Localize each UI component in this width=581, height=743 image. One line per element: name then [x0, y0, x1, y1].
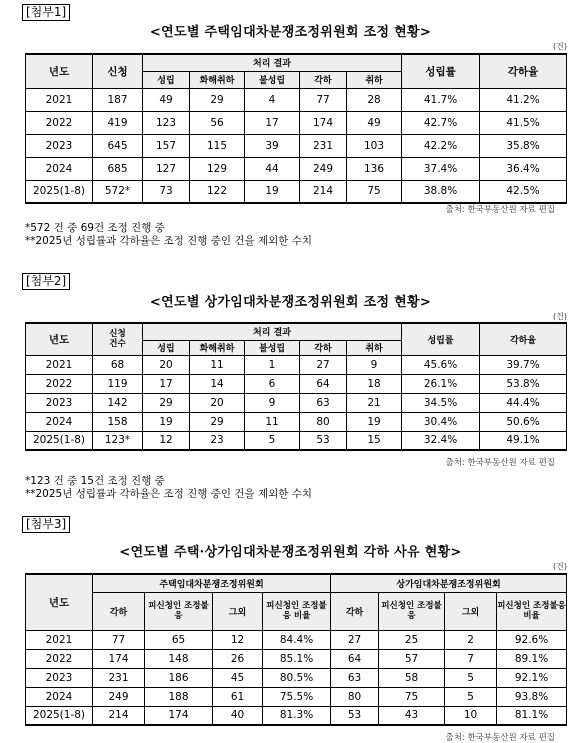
table-cell: 23 — [190, 431, 245, 450]
table3-title: <연도별 주택·상가임대차분쟁조정위원회 각하 사유 현황> — [119, 545, 462, 560]
row-year-cell: 2023 — [26, 393, 93, 412]
table-cell: 7 — [445, 649, 497, 668]
header-noncompliance: 피신청인 조정불응 — [379, 592, 445, 630]
table-cell: 119 — [93, 374, 143, 393]
table-row — [26, 111, 567, 134]
table-cell: 174 — [145, 706, 213, 725]
row-year-cell: 2024 — [26, 687, 93, 706]
table-cell: 63 — [331, 668, 379, 687]
table-cell: 93.8% — [497, 687, 567, 706]
table-cell: 26.1% — [402, 374, 480, 393]
header-noncompliance-rate: 피신청인 조정불응 비율 — [497, 592, 567, 630]
table2-note1: *123 건 중 15건 조정 진행 중 — [25, 475, 165, 487]
table2-note2: **2025년 성립률과 각하율은 조정 진행 중인 건을 제외한 수치 — [25, 488, 313, 500]
table-row — [26, 706, 567, 725]
table-cell: 39 — [245, 134, 300, 157]
table-cell: 115 — [190, 134, 245, 157]
table1-title: <연도별 주택임대차분쟁조정위원회 조정 현황> — [149, 25, 432, 40]
table-row — [26, 431, 567, 450]
header-settle-withdraw: 화해취하 — [190, 71, 245, 88]
row-year-cell: 2021 — [26, 88, 93, 111]
table-cell: 57 — [379, 649, 445, 668]
table-cell: 80 — [331, 687, 379, 706]
table1-note1: *572 건 중 69건 조정 진행 중 — [25, 222, 165, 234]
table-cell: 1 — [245, 355, 300, 374]
table1-source: 출처: 한국부동산원 자료 편집 — [445, 205, 555, 215]
table-cell: 645 — [93, 134, 143, 157]
row-year-cell: 2021 — [26, 355, 93, 374]
table-cell: 142 — [93, 393, 143, 412]
row-year-cell: 2024 — [26, 412, 93, 431]
table-row — [26, 393, 567, 412]
table-cell: 17 — [143, 374, 190, 393]
table-cell: 85.1% — [263, 649, 331, 668]
table-cell: 39.7% — [480, 355, 567, 374]
table-cell: 40 — [213, 706, 263, 725]
header-result: 처리 결과 — [143, 54, 402, 71]
table-cell: 2 — [445, 630, 497, 649]
header-apply: 신청 — [93, 54, 143, 88]
table-row — [26, 134, 567, 157]
header-success: 성립 — [143, 71, 190, 88]
table-cell: 32.4% — [402, 431, 480, 450]
header-withdraw: 취하 — [347, 340, 402, 355]
header-year: 년도 — [26, 323, 93, 355]
table-cell: 81.1% — [497, 706, 567, 725]
table1-note2: **2025년 성립률과 각하율은 조정 진행 중인 건을 제외한 수치 — [25, 235, 313, 247]
header-apply-line1: 신청 — [109, 329, 126, 340]
header-success-rate: 성립률 — [402, 323, 480, 355]
table-cell: 27 — [331, 630, 379, 649]
table-cell: 20 — [143, 355, 190, 374]
table-cell: 419 — [93, 111, 143, 134]
table-cell: 6 — [245, 374, 300, 393]
header-result: 처리 결과 — [143, 323, 402, 340]
table-cell: 26 — [213, 649, 263, 668]
table-cell: 84.4% — [263, 630, 331, 649]
header-reject: 각하 — [93, 592, 145, 630]
table-cell: 25 — [379, 630, 445, 649]
table-cell: 10 — [445, 706, 497, 725]
table-cell: 37.4% — [402, 157, 480, 180]
table-cell: 20 — [190, 393, 245, 412]
table-cell: 5 — [445, 687, 497, 706]
table-row — [26, 668, 567, 687]
table-cell: 68 — [93, 355, 143, 374]
table-cell: 5 — [445, 668, 497, 687]
header-noncompliance-rate: 피신청인 조정불응 비율 — [263, 592, 331, 630]
table-cell: 73 — [143, 180, 190, 203]
table-cell: 127 — [143, 157, 190, 180]
header-fail: 불성립 — [245, 71, 300, 88]
table-cell: 174 — [300, 111, 347, 134]
table-cell: 41.5% — [480, 111, 567, 134]
housing-mediation-table — [25, 53, 567, 204]
table-cell: 29 — [190, 88, 245, 111]
table-cell: 103 — [347, 134, 402, 157]
table-cell: 249 — [300, 157, 347, 180]
reject-reason-table — [25, 573, 567, 726]
table-cell: 9 — [245, 393, 300, 412]
header-reject-rate: 각하율 — [480, 323, 567, 355]
row-year-cell: 2025(1-8) — [26, 706, 93, 725]
table-cell: 63 — [300, 393, 347, 412]
header-reject-rate: 각하율 — [480, 54, 567, 88]
table-cell: 231 — [93, 668, 145, 687]
table-cell: 75.5% — [263, 687, 331, 706]
table2-unit: (건) — [553, 312, 567, 321]
table-cell: 75 — [347, 180, 402, 203]
table-row — [26, 374, 567, 393]
table-cell: 187 — [93, 88, 143, 111]
row-year-cell: 2023 — [26, 668, 93, 687]
header-year: 년도 — [26, 574, 93, 630]
table-cell: 49 — [143, 88, 190, 111]
table-cell: 19 — [245, 180, 300, 203]
row-year-cell: 2025(1-8) — [26, 431, 93, 450]
table-cell: 11 — [190, 355, 245, 374]
table-cell: 30.4% — [402, 412, 480, 431]
table-cell: 34.5% — [402, 393, 480, 412]
header-settle-withdraw: 화해취하 — [190, 340, 245, 355]
table-cell: 249 — [93, 687, 145, 706]
row-year-cell: 2022 — [26, 649, 93, 668]
table-cell: 89.1% — [497, 649, 567, 668]
table-cell: 44.4% — [480, 393, 567, 412]
table-cell: 188 — [145, 687, 213, 706]
header-other: 그외 — [213, 592, 263, 630]
table-cell: 9 — [347, 355, 402, 374]
table3-unit: (건) — [553, 562, 567, 571]
table-cell: 80.5% — [263, 668, 331, 687]
table-cell: 45.6% — [402, 355, 480, 374]
table-cell: 14 — [190, 374, 245, 393]
table-cell: 18 — [347, 374, 402, 393]
table-cell: 5 — [245, 431, 300, 450]
table-cell: 11 — [245, 412, 300, 431]
table-row — [26, 157, 567, 180]
table-cell: 77 — [93, 630, 145, 649]
table-row — [26, 355, 567, 374]
table-cell: 45 — [213, 668, 263, 687]
table-cell: 43 — [379, 706, 445, 725]
table-cell: 129 — [190, 157, 245, 180]
table-cell: 122 — [190, 180, 245, 203]
table-cell: 53 — [331, 706, 379, 725]
table1-unit: (건) — [553, 42, 567, 51]
table-cell: 56 — [190, 111, 245, 134]
table-cell: 42.7% — [402, 111, 480, 134]
table-row — [26, 649, 567, 668]
table-cell: 231 — [300, 134, 347, 157]
table-cell: 186 — [145, 668, 213, 687]
header-housing-committee: 주택임대차분쟁조정위원회 — [93, 574, 331, 592]
commercial-mediation-table — [25, 322, 567, 451]
header-commercial-committee: 상가임대차분쟁조정위원회 — [331, 574, 567, 592]
table-cell: 77 — [300, 88, 347, 111]
row-year-cell: 2021 — [26, 630, 93, 649]
table-cell: 75 — [379, 687, 445, 706]
table-cell: 42.2% — [402, 134, 480, 157]
table-cell: 123 — [143, 111, 190, 134]
table-cell: 29 — [143, 393, 190, 412]
table-cell: 685 — [93, 157, 143, 180]
table-cell: 61 — [213, 687, 263, 706]
table-cell: 214 — [300, 180, 347, 203]
table-row — [26, 180, 567, 203]
header-success-rate: 성립률 — [402, 54, 480, 88]
table-cell: 27 — [300, 355, 347, 374]
row-year-cell: 2022 — [26, 374, 93, 393]
header-apply-line2: 건수 — [109, 339, 126, 350]
header-apply-count — [93, 323, 143, 355]
table-cell: 174 — [93, 649, 145, 668]
table-cell: 53 — [300, 431, 347, 450]
table-cell: 58 — [379, 668, 445, 687]
table-cell: 19 — [347, 412, 402, 431]
table-cell: 21 — [347, 393, 402, 412]
table-cell: 136 — [347, 157, 402, 180]
header-fail: 불성립 — [245, 340, 300, 355]
table-cell: 19 — [143, 412, 190, 431]
table-cell: 572* — [93, 180, 143, 203]
row-year-cell: 2024 — [26, 157, 93, 180]
table3-source: 출처: 한국부동산원 자료 편집 — [445, 733, 555, 743]
row-year-cell: 2023 — [26, 134, 93, 157]
table-cell: 41.7% — [402, 88, 480, 111]
table-cell: 157 — [143, 134, 190, 157]
attachment-label-2: [첨부2] — [22, 273, 70, 290]
header-year: 년도 — [26, 54, 93, 88]
table-cell: 80 — [300, 412, 347, 431]
table-cell: 15 — [347, 431, 402, 450]
table-cell: 92.1% — [497, 668, 567, 687]
table2-title: <연도별 상가임대차분쟁조정위원회 조정 현황> — [149, 295, 432, 310]
table-cell: 4 — [245, 88, 300, 111]
header-other: 그외 — [445, 592, 497, 630]
table-cell: 64 — [300, 374, 347, 393]
table-row — [26, 88, 567, 111]
table2-source: 출처: 한국부동산원 자료 편집 — [445, 458, 555, 468]
header-noncompliance: 피신청인 조정불응 — [145, 592, 213, 630]
table-cell: 42.5% — [480, 180, 567, 203]
row-year-cell: 2022 — [26, 111, 93, 134]
table-cell: 12 — [143, 431, 190, 450]
table-cell: 214 — [93, 706, 145, 725]
table-cell: 123* — [93, 431, 143, 450]
table-cell: 35.8% — [480, 134, 567, 157]
header-success: 성립 — [143, 340, 190, 355]
table-cell: 49 — [347, 111, 402, 134]
table-row — [26, 412, 567, 431]
table-cell: 81.3% — [263, 706, 331, 725]
header-reject: 각하 — [300, 340, 347, 355]
table-row — [26, 687, 567, 706]
table-cell: 36.4% — [480, 157, 567, 180]
header-reject: 각하 — [300, 71, 347, 88]
row-year-cell: 2025(1-8) — [26, 180, 93, 203]
table-cell: 12 — [213, 630, 263, 649]
table-cell: 17 — [245, 111, 300, 134]
table-cell: 148 — [145, 649, 213, 668]
attachment-label-3: [첨부3] — [22, 516, 70, 533]
table-cell: 53.8% — [480, 374, 567, 393]
table-cell: 28 — [347, 88, 402, 111]
table-row — [26, 630, 567, 649]
table-cell: 38.8% — [402, 180, 480, 203]
header-withdraw: 취하 — [347, 71, 402, 88]
table-cell: 50.6% — [480, 412, 567, 431]
table-cell: 158 — [93, 412, 143, 431]
attachment-label-1: [첨부1] — [22, 4, 70, 21]
table-cell: 64 — [331, 649, 379, 668]
table-cell: 49.1% — [480, 431, 567, 450]
table-cell: 65 — [145, 630, 213, 649]
header-reject: 각하 — [331, 592, 379, 630]
table-cell: 92.6% — [497, 630, 567, 649]
table-cell: 29 — [190, 412, 245, 431]
table-cell: 41.2% — [480, 88, 567, 111]
table-cell: 44 — [245, 157, 300, 180]
